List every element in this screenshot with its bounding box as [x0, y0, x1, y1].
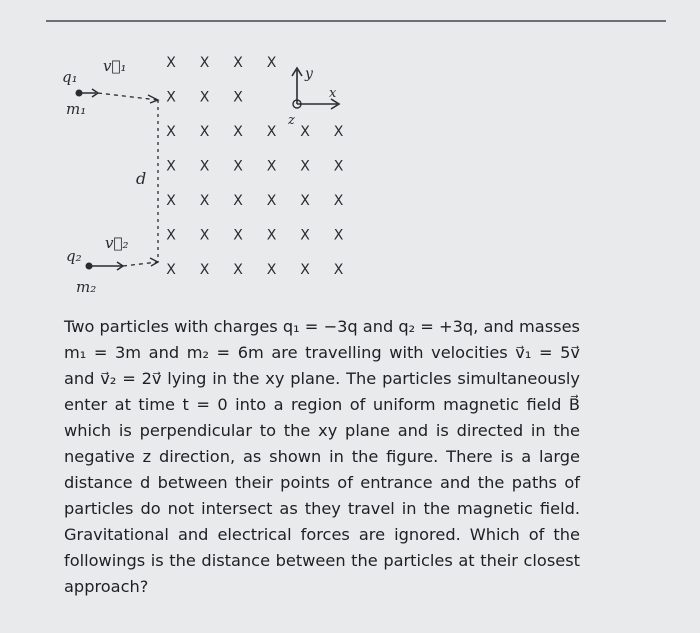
v2-label: v⃗₂ [105, 234, 129, 252]
field-x-mark: X [166, 124, 176, 140]
x-axis-label: x [329, 86, 337, 101]
field-x-mark: X [233, 262, 243, 278]
m2-label: m₂ [76, 278, 97, 296]
field-x-mark: X [300, 124, 310, 140]
field-x-mark: X [166, 262, 176, 278]
particle-1-path-line [98, 93, 158, 100]
field-x-mark: X [199, 193, 210, 209]
field-grid [166, 55, 344, 278]
field-x-mark: X [266, 158, 277, 175]
field-x-mark: X [333, 227, 344, 244]
field-x-mark: X [333, 124, 344, 140]
field-x-mark: X [233, 55, 243, 71]
field-x-mark: X [266, 262, 277, 278]
problem-statement: Two particles with charges q₁ = −3q and q₂ = +3q, and masses m₁ = 3m and m₂ = 6m are travelling with velocities v⃗₁ = 5v⃗ and v⃗₂ = 2v⃗ lying in the xy plane. The particles simultaneously enter at time t = 0 into a region of uniform magnetic field B⃗ which is perpendicular to the xy plane and is directed in the negative z direction, as shown in the figure. There is a large distance d between their points of entrance and the paths of particles do not intersect as they travel in the magnetic field. Gravitational and electrical forces are ignored. Which of the followings is the distance between the particles at their closest approach? [64, 317, 580, 596]
field-x-mark: X [199, 89, 210, 106]
field-x-mark: X [166, 158, 176, 175]
field-x-mark: X [233, 89, 243, 106]
field-x-mark: X [233, 227, 243, 244]
particle-2-entry-arrowhead [150, 258, 158, 266]
field-x-mark: X [266, 55, 277, 71]
field-x-mark: X [199, 227, 210, 244]
field-x-mark: X [233, 193, 243, 209]
field-x-mark: X [199, 124, 210, 140]
field-x-mark: X [199, 55, 210, 71]
y-axis-label: y [305, 66, 313, 82]
field-x-mark: X [166, 227, 176, 244]
field-x-mark: X [300, 227, 310, 244]
q2-label: q₂ [66, 247, 82, 265]
q1-label: q₁ [62, 68, 78, 86]
field-x-mark: X [166, 193, 176, 209]
field-x-mark: X [266, 193, 277, 209]
field-x-mark: X [199, 262, 210, 278]
z-axis-label: z [288, 113, 295, 128]
v1-label: v⃗₁ [103, 57, 127, 75]
field-x-mark: X [266, 227, 277, 244]
field-x-mark: X [300, 193, 310, 209]
field-x-mark: X [300, 262, 310, 278]
field-x-mark: X [333, 193, 344, 209]
magnetic-field-figure [0, 0, 700, 310]
field-x-mark: X [266, 124, 277, 140]
field-x-mark: X [166, 89, 176, 106]
field-x-mark: X [233, 158, 243, 175]
field-x-mark: X [233, 124, 243, 140]
field-x-mark: X [166, 55, 176, 71]
field-x-mark: X [199, 158, 210, 175]
distance-d-label: d [136, 169, 147, 188]
m1-label: m₁ [66, 100, 87, 118]
field-x-mark: X [333, 158, 344, 175]
field-x-mark: X [333, 262, 344, 278]
field-x-mark: X [300, 158, 310, 175]
